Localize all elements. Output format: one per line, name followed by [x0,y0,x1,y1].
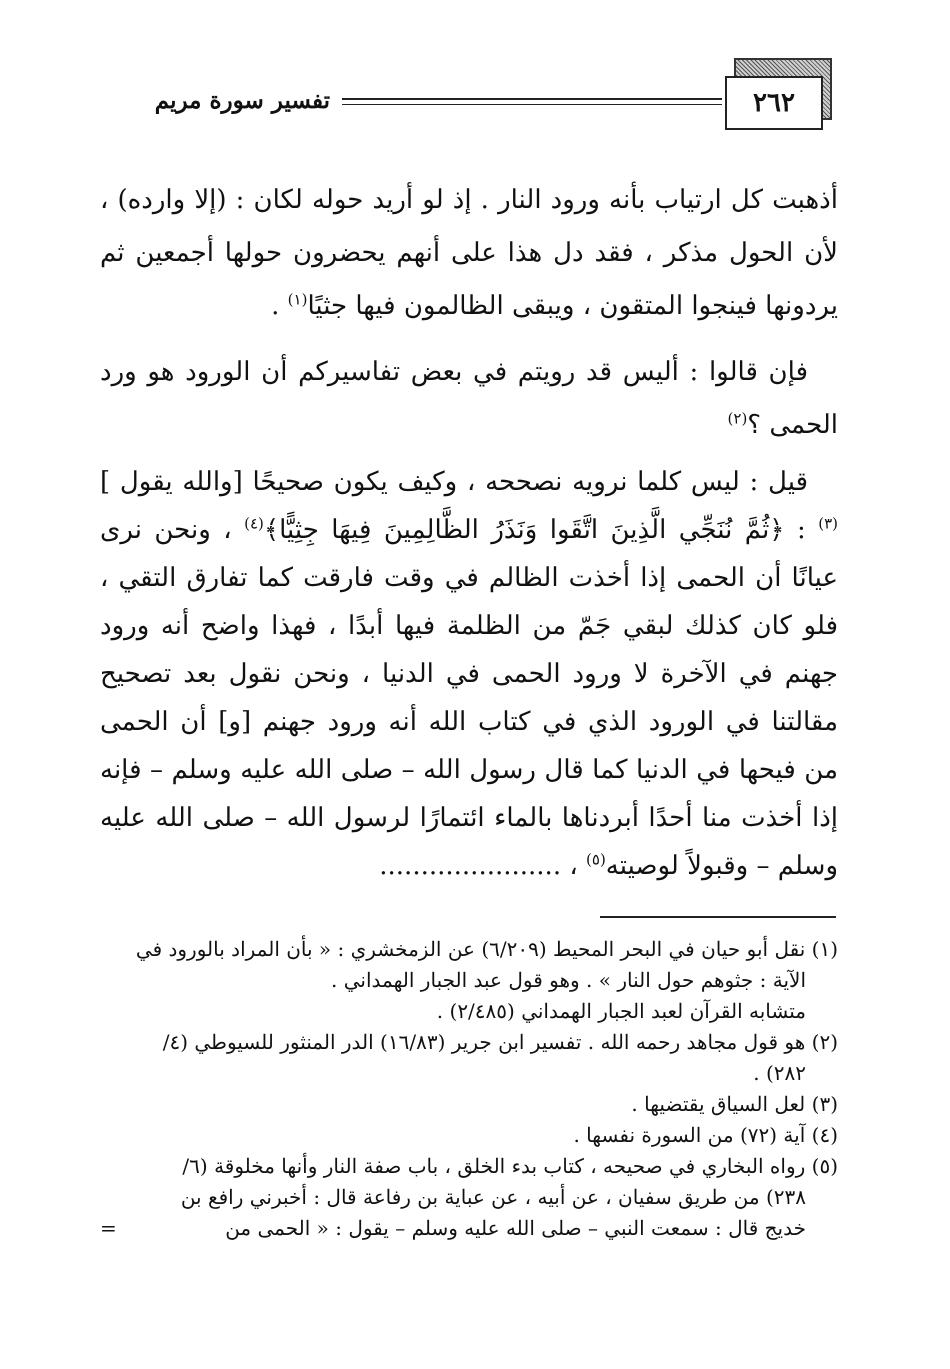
page-number: ٢٦٢ [725,76,823,130]
paragraph-1 [100,174,838,333]
footnote-ref-4: (٤) [244,514,264,533]
footnotes [100,934,838,1244]
footnote-1-line-2: الآية : جثوهم حول النار » . وهو قول عبد الجبار الهمداني . [331,968,806,992]
continuation-mark: = [100,1216,117,1240]
paragraph-2-text: فإن قالوا : أليس قد رويتم في بعض تفاسيركم أن الورود هو ورد الحمى ؟ [100,357,838,440]
footnote-ref-5: (٥) [586,850,606,869]
footnote-5-line-3 [100,1213,838,1244]
footnote-3: (٣) لعل السياق يقتضيها . [631,1092,838,1116]
quran-verse: : ﴿ثُمَّ نُنَجِّي الَّذِينَ اتَّقَوا وَنَذَرُ الظَّالِمِينَ فِيهَا جِثِيًّا﴾ [263,515,819,545]
footnote-2-line-1: (٢) هو قول مجاهد رحمه الله . تفسير ابن جرير (١٦/٨٣) الدر المنثور للسيوطي (٤/ [162,1030,838,1054]
paragraph-3 [100,458,838,890]
footnote-ref-1: (١) [287,290,308,309]
paragraph-1-text: أذهبت كل ارتياب بأنه ورود النار . إذ لو أريد حوله لكان : (إلا وارده) ، لأن الحول مذكر ، فقد دل هذا على أنهم يحضرون حولها أجمعين ثم يردونها فينجوا المتقون ، ويبقى الظالمون فيها جثيًا [100,185,838,321]
paragraph-3-text-a: قيل : ليس كلما نرويه نصححه ، وكيف يكون صحيحًا [والله يقول ] [100,467,808,497]
footnote-5-line-2: ٢٣٨) من طريق سفيان ، عن أبيه ، عن عباية بن رفاعة قال : أخبرني رافع بن [180,1185,806,1209]
footnote-1-line-3: متشابه القرآن لعبد الجبار الهمداني (٢/٤٨٥) . [436,999,806,1023]
footnote-1-line-1: (١) نقل أبو حيان في البحر المحيط (٦/٢٠٩) عن الزمخشري : « بأن المراد بالورود في [135,937,838,961]
footnote-ref-2: (٢) [727,409,748,428]
footnote-5-line-3-text: خديج قال : سمعت النبي – صلى الله عليه وسلم – يقول : « الحمى من [225,1216,806,1240]
paragraph-1-end: . [271,291,288,321]
footnote-2-line-2: ٢٨٢) . [753,1061,806,1085]
paragraph-3-text-c: ، ونحن نرى عيانًا أن الحمى إذا أخذت الظالم في وقت فارقت كما تفارق التقي ، فلو كان كذلك لبقي جَمّ من الظلمة فيها أبدًا ، فهذا واضح أنه ورود جهنم في الآخرة لا ورود الحمى في الدنيا ، ونحن نقول بعد تصحيح مقالتنا في الورود الذي في كتاب الله أنه ورود جهنم [و] أن الحمى من فيحها في الدنيا كما قال رسول الله – صلى الله عليه وسلم – فإنه إذا أخذت منا أحدًا أبردناها بالماء ائتمارًا لرسول الله – صلى الله عليه وسلم – وقبولاً لوصيته [100,515,838,881]
header-rule [342,98,722,100]
running-title: تفسير سورة مريم [154,87,330,114]
paragraph-2 [100,346,838,452]
footnote-ref-3: (٣) [818,514,838,533]
header-rule-thin [342,104,722,105]
footnote-5-line-1: (٥) رواه البخاري في صحيحه ، كتاب بدء الخلق ، باب صفة النار وأنها مخلوقة (٦/ [182,1154,838,1178]
footnote-divider [600,916,836,918]
footnote-4: (٤) آية (٧٢) من السورة نفسها . [573,1123,838,1147]
paragraph-3-end: ، ...................... [379,851,587,881]
